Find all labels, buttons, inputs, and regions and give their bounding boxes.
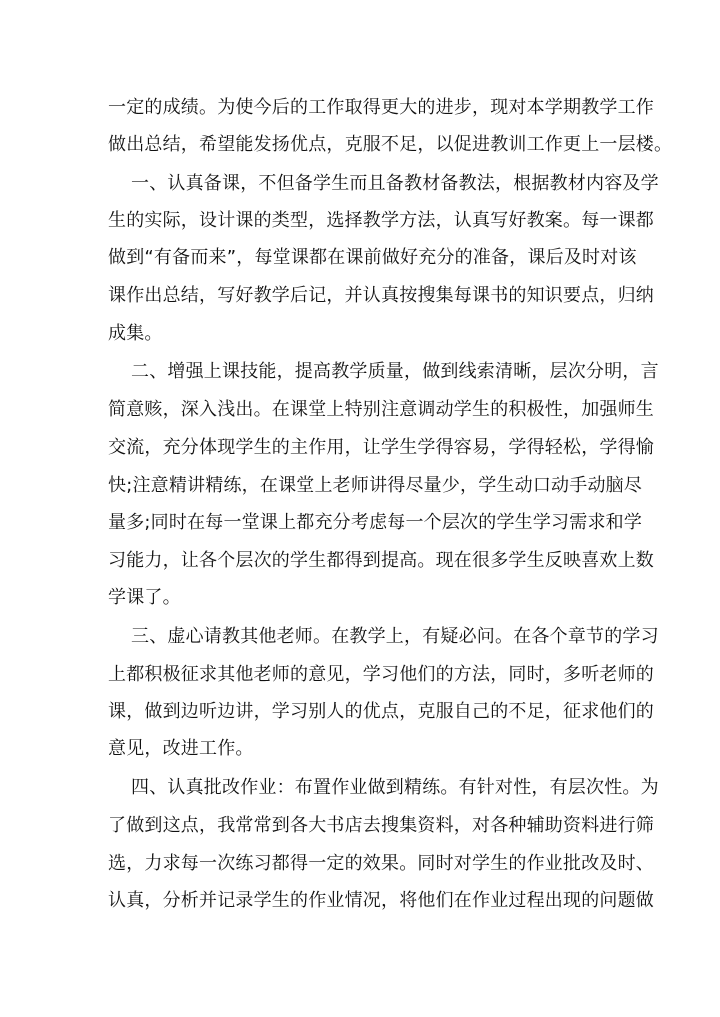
paragraph-1-start: 一、认真备课，不但备学生而且备教材备教法，根据教材内容及学 [131, 173, 659, 194]
paragraph-4-start: 四、认真批改作业：布置作业做到精练。有针对性，有层次性。为 [131, 777, 659, 798]
paragraph-2-start: 二、增强上课技能，提高教学质量，做到线索清晰，层次分明，言 [131, 361, 659, 382]
text-line: 认真，分析并记录学生的作业情况，将他们在作业过程出现的问题做 [108, 890, 654, 911]
text-line: 做到“有备而来”，每堂课都在课前做好充分的准备，课后及时对该 [108, 247, 637, 268]
text-line: 上都积极征求其他老师的意见，学习他们的方法，同时，多听老师的 [108, 664, 654, 685]
text-line: 生的实际，设计课的类型，选择教学方法，认真写好教案。每一课都 [108, 210, 654, 231]
text-line: 了做到这点，我常常到各大书店去搜集资料，对各种辅助资料进行筛 [108, 815, 654, 836]
text-line: 成集。 [108, 323, 163, 344]
text-line: 快;注意精讲精练，在课堂上老师讲得尽量少，学生动口动手动脑尽 [108, 475, 643, 496]
text-line: 选，力求每一次练习都得一定的效果。同时对学生的作业批改及时、 [108, 853, 654, 874]
text-line: 做出总结，希望能发扬优点，克服不足，以促进教训工作更上一层楼。 [108, 134, 673, 155]
text-line: 课，做到边听边讲，学习别人的优点，克服自己的不足，征求他们的 [108, 701, 654, 722]
text-line: 学课了。 [108, 587, 181, 608]
text-line: 简意赅，深入浅出。在课堂上特别注意调动学生的积极性，加强师生 [108, 399, 654, 420]
text-line: 一定的成绩。为使今后的工作取得更大的进步，现对本学期教学工作 [108, 97, 654, 118]
text-line: 量多;同时在每一堂课上都充分考虑每一个层次的学生学习需求和学 [108, 512, 643, 533]
paragraph-3-start: 三、虚心请教其他老师。在教学上，有疑必问。在各个章节的学习 [131, 626, 659, 647]
text-line: 习能力，让各个层次的学生都得到提高。现在很多学生反映喜欢上数 [108, 550, 654, 571]
text-line: 课作出总结，写好教学后记，并认真按搜集每课书的知识要点，归纳 [108, 285, 654, 306]
text-line: 意见，改进工作。 [108, 738, 254, 759]
text-line: 交流，充分体现学生的主作用，让学生学得容易，学得轻松，学得愉 [108, 437, 654, 458]
